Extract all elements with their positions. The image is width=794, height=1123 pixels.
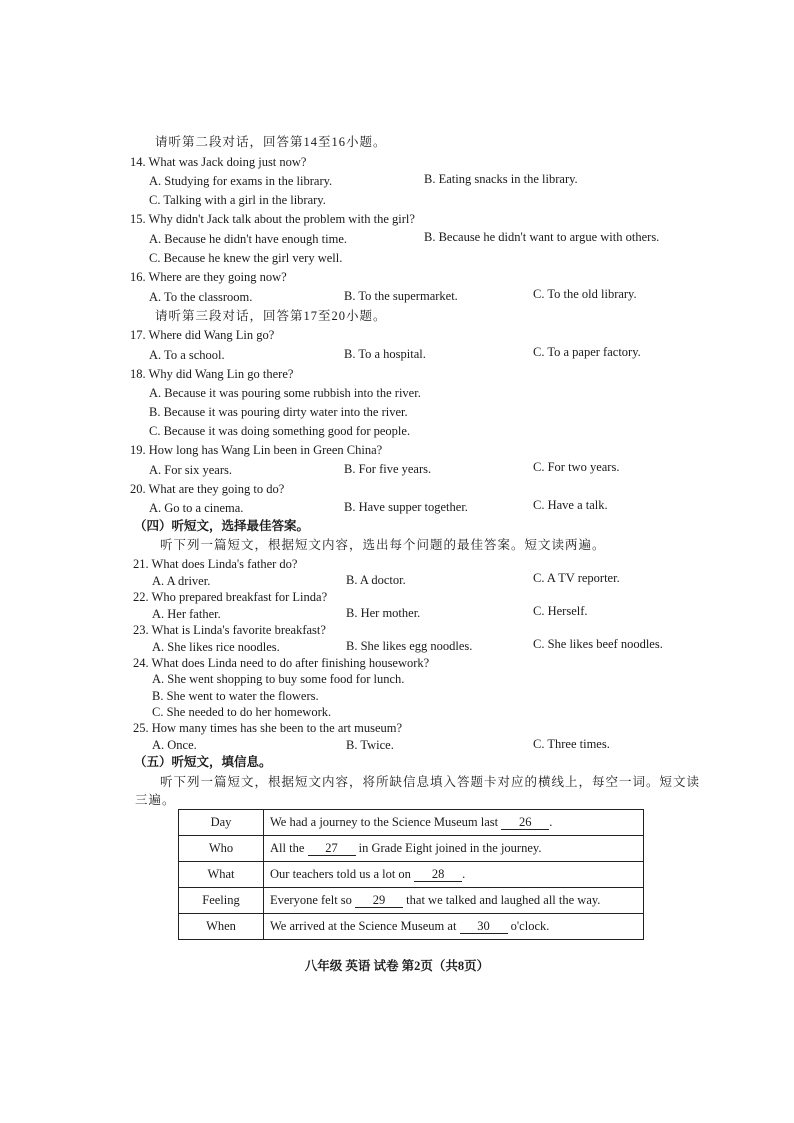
question-23-option-b: B. She likes egg noodles. xyxy=(346,639,473,653)
table-row xyxy=(179,810,644,836)
question-18-option-a: A. Because it was pouring some rubbish into the river. xyxy=(149,386,421,400)
instruction-section-3: 请听第三段对话，回答第17至20小题。 xyxy=(155,309,387,323)
row-text: that we talked and laughed all the way. xyxy=(406,893,601,907)
instruction-section-2: 请听第二段对话，回答第14至16小题。 xyxy=(155,135,387,149)
row-content-when xyxy=(264,914,644,940)
question-18-option-b: B. Because it was pouring dirty water into the river. xyxy=(149,405,408,419)
row-text: We arrived at the Science Museum at xyxy=(270,919,457,933)
question-25-option-b: B. Twice. xyxy=(346,738,394,752)
question-17-option-b: B. To a hospital. xyxy=(344,347,426,361)
question-24-option-c: C. She needed to do her homework. xyxy=(152,705,332,719)
question-19-option-c: C. For two years. xyxy=(533,460,620,474)
question-23-stem: 23. What is Linda's favorite breakfast? xyxy=(133,623,326,637)
question-18-option-c: C. Because it was doing something good for people. xyxy=(149,424,411,438)
question-20-stem: 20. What are they going to do? xyxy=(130,482,285,496)
question-14-option-c: C. Talking with a girl in the library. xyxy=(149,193,326,207)
question-25-option-a: A. Once. xyxy=(152,738,197,752)
question-20-option-c: C. Have a talk. xyxy=(533,498,608,512)
question-20-option-b: B. Have supper together. xyxy=(344,500,468,514)
question-17-option-a: A. To a school. xyxy=(149,348,225,362)
part-5-instruction-line-2: 三遍。 xyxy=(135,793,176,807)
question-21-option-a: A. A driver. xyxy=(152,574,211,588)
question-23-option-a: A. She likes rice noodles. xyxy=(152,640,280,654)
question-16-option-b: B. To the supermarket. xyxy=(344,289,458,303)
question-16-stem: 16. Where are they going now? xyxy=(130,270,287,284)
blank-26[interactable]: 26 xyxy=(501,816,549,830)
question-20-option-a: A. Go to a cinema. xyxy=(149,501,244,515)
row-label-who: Who xyxy=(179,836,264,862)
row-content-what xyxy=(264,862,644,888)
question-16-option-a: A. To the classroom. xyxy=(149,290,253,304)
question-22-stem: 22. Who prepared breakfast for Linda? xyxy=(133,590,328,604)
row-text: in Grade Eight joined in the journey. xyxy=(358,841,542,855)
question-22-option-b: B. Her mother. xyxy=(346,606,421,620)
question-24-stem: 24. What does Linda need to do after finishing housework? xyxy=(133,656,430,670)
question-25-stem: 25. How many times has she been to the art museum? xyxy=(133,721,403,735)
question-19-option-a: A. For six years. xyxy=(149,463,232,477)
row-content-feeling xyxy=(264,888,644,914)
question-15-option-c: C. Because he knew the girl very well. xyxy=(149,251,343,265)
question-15-option-a: A. Because he didn't have enough time. xyxy=(149,232,348,246)
row-label-day: Day xyxy=(179,810,264,836)
row-text: Everyone felt so xyxy=(270,893,352,907)
row-text: We had a journey to the Science Museum last xyxy=(270,815,499,829)
row-text: o'clock. xyxy=(510,919,550,933)
part-4-instruction: 听下列一篇短文，根据短文内容，选出每个问题的最佳答案。短文读两遍。 xyxy=(160,538,606,552)
row-text: All the xyxy=(270,841,305,855)
question-17-stem: 17. Where did Wang Lin go? xyxy=(130,328,275,342)
row-text: Our teachers told us a lot on xyxy=(270,867,411,881)
question-16-option-c: C. To the old library. xyxy=(533,287,637,301)
question-21-option-b: B. A doctor. xyxy=(346,573,406,587)
row-content-who xyxy=(264,836,644,862)
blank-28[interactable]: 28 xyxy=(414,868,462,882)
question-14-option-a: A. Studying for exams in the library. xyxy=(149,174,333,188)
question-24-option-b: B. She went to water the flowers. xyxy=(152,689,319,703)
row-label-feeling: Feeling xyxy=(179,888,264,914)
row-label-when: When xyxy=(179,914,264,940)
question-17-option-c: C. To a paper factory. xyxy=(533,345,641,359)
question-23-option-c: C. She likes beef noodles. xyxy=(533,637,663,651)
table-row xyxy=(179,914,644,940)
row-content-day xyxy=(264,810,644,836)
row-label-what: What xyxy=(179,862,264,888)
part-4-heading: （四）听短文，选择最佳答案。 xyxy=(134,519,310,533)
question-22-option-c: C. Herself. xyxy=(533,604,588,618)
page-footer: 八年级 英语 试卷 第2页（共8页） xyxy=(304,959,490,973)
row-text: . xyxy=(462,867,466,881)
question-15-stem: 15. Why didn't Jack talk about the problem with the girl? xyxy=(130,212,415,226)
blank-30[interactable]: 30 xyxy=(460,920,508,934)
blank-29[interactable]: 29 xyxy=(355,894,403,908)
info-table xyxy=(178,809,644,940)
question-18-stem: 18. Why did Wang Lin go there? xyxy=(130,367,294,381)
question-14-stem: 14. What was Jack doing just now? xyxy=(130,155,307,169)
question-24-option-a: A. She went shopping to buy some food for lunch. xyxy=(152,672,405,686)
question-15-option-b: B. Because he didn't want to argue with others. xyxy=(424,230,660,244)
question-21-option-c: C. A TV reporter. xyxy=(533,571,620,585)
question-14-option-b: B. Eating snacks in the library. xyxy=(424,172,578,186)
question-19-option-b: B. For five years. xyxy=(344,462,432,476)
part-5-heading: （五）听短文，填信息。 xyxy=(134,755,272,769)
part-5-instruction-line-1: 听下列一篇短文，根据短文内容，将所缺信息填入答题卡对应的横线上，每空一词。短文读 xyxy=(160,775,701,789)
table-row xyxy=(179,888,644,914)
table-row xyxy=(179,836,644,862)
question-22-option-a: A. Her father. xyxy=(152,607,221,621)
question-25-option-c: C. Three times. xyxy=(533,737,610,751)
table-row xyxy=(179,862,644,888)
question-21-stem: 21. What does Linda's father do? xyxy=(133,557,298,571)
row-text: . xyxy=(549,815,553,829)
blank-27[interactable]: 27 xyxy=(308,842,356,856)
question-19-stem: 19. How long has Wang Lin been in Green China? xyxy=(130,443,383,457)
